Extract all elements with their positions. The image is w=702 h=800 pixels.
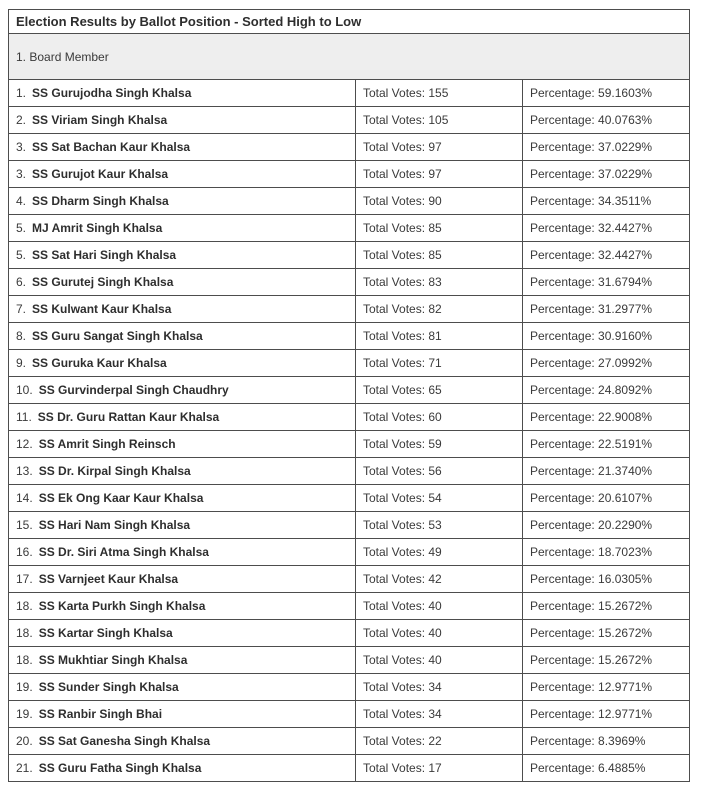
rank-label: 5. — [16, 248, 27, 262]
percentage-cell: Percentage: 6.4885% — [523, 755, 690, 782]
rank-label: 6. — [16, 275, 27, 289]
total-votes-cell: Total Votes: 71 — [356, 350, 523, 377]
percentage-cell: Percentage: 37.0229% — [523, 161, 690, 188]
percentage-cell: Percentage: 34.3511% — [523, 188, 690, 215]
candidate-cell — [9, 566, 356, 593]
result-row — [9, 593, 690, 620]
total-votes-cell: Total Votes: 53 — [356, 512, 523, 539]
percentage-cell: Percentage: 31.6794% — [523, 269, 690, 296]
total-votes-cell: Total Votes: 90 — [356, 188, 523, 215]
result-row — [9, 485, 690, 512]
rank-label: 19. — [16, 707, 33, 721]
total-votes-cell: Total Votes: 22 — [356, 728, 523, 755]
election-results-table — [8, 9, 690, 782]
total-votes-cell: Total Votes: 65 — [356, 377, 523, 404]
candidate-cell — [9, 701, 356, 728]
result-row — [9, 134, 690, 161]
rank-label: 18. — [16, 653, 33, 667]
result-row — [9, 215, 690, 242]
candidate-cell — [9, 485, 356, 512]
candidate-name: SS Sat Ganesha Singh Khalsa — [38, 734, 211, 748]
candidate-cell — [9, 728, 356, 755]
result-row — [9, 728, 690, 755]
rank-label: 5. — [16, 221, 27, 235]
total-votes-cell: Total Votes: 155 — [356, 80, 523, 107]
percentage-cell: Percentage: 12.9771% — [523, 701, 690, 728]
result-row — [9, 674, 690, 701]
total-votes-cell: Total Votes: 56 — [356, 458, 523, 485]
candidate-cell — [9, 107, 356, 134]
candidate-name: SS Gurujot Kaur Khalsa — [32, 167, 169, 181]
total-votes-cell: Total Votes: 54 — [356, 485, 523, 512]
percentage-cell: Percentage: 22.9008% — [523, 404, 690, 431]
candidate-cell — [9, 242, 356, 269]
candidate-cell — [9, 269, 356, 296]
table-title: Election Results by Ballot Position - Sorted High to Low — [9, 10, 690, 34]
result-row — [9, 755, 690, 782]
total-votes-cell: Total Votes: 34 — [356, 674, 523, 701]
result-row — [9, 80, 690, 107]
rank-label: 8. — [16, 329, 27, 343]
candidate-name: SS Dr. Guru Rattan Kaur Khalsa — [37, 410, 220, 424]
candidate-name: SS Dr. Kirpal Singh Khalsa — [38, 464, 191, 478]
result-row — [9, 431, 690, 458]
result-row — [9, 188, 690, 215]
result-row — [9, 566, 690, 593]
total-votes-cell: Total Votes: 105 — [356, 107, 523, 134]
candidate-cell — [9, 512, 356, 539]
rank-label: 11. — [16, 410, 32, 424]
total-votes-cell: Total Votes: 40 — [356, 620, 523, 647]
result-row — [9, 296, 690, 323]
result-row — [9, 647, 690, 674]
result-row — [9, 620, 690, 647]
candidate-name: SS Kulwant Kaur Khalsa — [32, 302, 172, 316]
candidate-name: SS Ek Ong Kaar Kaur Khalsa — [38, 491, 204, 505]
candidate-cell — [9, 755, 356, 782]
rank-label: 7. — [16, 302, 27, 316]
total-votes-cell: Total Votes: 97 — [356, 161, 523, 188]
percentage-cell: Percentage: 27.0992% — [523, 350, 690, 377]
total-votes-cell: Total Votes: 40 — [356, 647, 523, 674]
candidate-name: SS Amrit Singh Reinsch — [38, 437, 176, 451]
candidate-name: SS Guru Fatha Singh Khalsa — [38, 761, 202, 775]
percentage-cell: Percentage: 18.7023% — [523, 539, 690, 566]
candidate-name: SS Kartar Singh Khalsa — [38, 626, 173, 640]
candidate-name: SS Gurujodha Singh Khalsa — [32, 86, 192, 100]
candidate-name: SS Dharm Singh Khalsa — [32, 194, 169, 208]
candidate-cell — [9, 161, 356, 188]
rank-label: 18. — [16, 626, 33, 640]
total-votes-cell: Total Votes: 34 — [356, 701, 523, 728]
rank-label: 1. — [16, 86, 27, 100]
total-votes-cell: Total Votes: 60 — [356, 404, 523, 431]
total-votes-cell: Total Votes: 97 — [356, 134, 523, 161]
total-votes-cell: Total Votes: 83 — [356, 269, 523, 296]
result-row — [9, 404, 690, 431]
candidate-cell — [9, 134, 356, 161]
total-votes-cell: Total Votes: 40 — [356, 593, 523, 620]
total-votes-cell: Total Votes: 49 — [356, 539, 523, 566]
candidate-name: SS Ranbir Singh Bhai — [38, 707, 163, 721]
result-row — [9, 539, 690, 566]
result-row — [9, 701, 690, 728]
percentage-cell: Percentage: 15.2672% — [523, 620, 690, 647]
section-header-row — [9, 34, 690, 80]
result-row — [9, 107, 690, 134]
candidate-name: SS Guru Sangat Singh Khalsa — [32, 329, 203, 343]
rank-label: 9. — [16, 356, 27, 370]
section-header: 1. Board Member — [9, 34, 690, 80]
total-votes-cell: Total Votes: 59 — [356, 431, 523, 458]
result-row — [9, 512, 690, 539]
candidate-cell — [9, 674, 356, 701]
total-votes-cell: Total Votes: 82 — [356, 296, 523, 323]
candidate-name: SS Hari Nam Singh Khalsa — [38, 518, 191, 532]
candidate-cell — [9, 350, 356, 377]
candidate-name: MJ Amrit Singh Khalsa — [32, 221, 163, 235]
candidate-cell — [9, 188, 356, 215]
candidate-cell — [9, 377, 356, 404]
rank-label: 21. — [16, 761, 33, 775]
rank-label: 4. — [16, 194, 27, 208]
percentage-cell: Percentage: 20.2290% — [523, 512, 690, 539]
percentage-cell: Percentage: 21.3740% — [523, 458, 690, 485]
result-row — [9, 323, 690, 350]
total-votes-cell: Total Votes: 85 — [356, 242, 523, 269]
candidate-name: SS Guruka Kaur Khalsa — [32, 356, 167, 370]
result-row — [9, 242, 690, 269]
rank-label: 12. — [16, 437, 33, 451]
candidate-cell — [9, 296, 356, 323]
rank-label: 15. — [16, 518, 33, 532]
result-row — [9, 458, 690, 485]
candidate-name: SS Karta Purkh Singh Khalsa — [38, 599, 206, 613]
candidate-name: SS Viriam Singh Khalsa — [32, 113, 168, 127]
result-row — [9, 161, 690, 188]
result-row — [9, 269, 690, 296]
rank-label: 18. — [16, 599, 33, 613]
rank-label: 10. — [16, 383, 33, 397]
total-votes-cell: Total Votes: 81 — [356, 323, 523, 350]
candidate-name: SS Sat Hari Singh Khalsa — [32, 248, 177, 262]
rank-label: 2. — [16, 113, 27, 127]
percentage-cell: Percentage: 31.2977% — [523, 296, 690, 323]
percentage-cell: Percentage: 16.0305% — [523, 566, 690, 593]
candidate-cell — [9, 620, 356, 647]
rank-label: 3. — [16, 140, 27, 154]
result-row — [9, 377, 690, 404]
percentage-cell: Percentage: 15.2672% — [523, 593, 690, 620]
rank-label: 17. — [16, 572, 33, 586]
candidate-cell — [9, 431, 356, 458]
percentage-cell: Percentage: 24.8092% — [523, 377, 690, 404]
candidate-name: SS Gurvinderpal Singh Chaudhry — [38, 383, 229, 397]
percentage-cell: Percentage: 20.6107% — [523, 485, 690, 512]
candidate-name: SS Sat Bachan Kaur Khalsa — [32, 140, 191, 154]
percentage-cell: Percentage: 37.0229% — [523, 134, 690, 161]
percentage-cell: Percentage: 32.4427% — [523, 215, 690, 242]
result-row — [9, 350, 690, 377]
percentage-cell: Percentage: 15.2672% — [523, 647, 690, 674]
percentage-cell: Percentage: 32.4427% — [523, 242, 690, 269]
percentage-cell: Percentage: 12.9771% — [523, 674, 690, 701]
rank-label: 16. — [16, 545, 33, 559]
percentage-cell: Percentage: 59.1603% — [523, 80, 690, 107]
total-votes-cell: Total Votes: 42 — [356, 566, 523, 593]
candidate-cell — [9, 215, 356, 242]
candidate-name: SS Gurutej Singh Khalsa — [32, 275, 174, 289]
percentage-cell: Percentage: 40.0763% — [523, 107, 690, 134]
candidate-cell — [9, 404, 356, 431]
rank-label: 19. — [16, 680, 33, 694]
candidate-name: SS Varnjeet Kaur Khalsa — [38, 572, 179, 586]
candidate-cell — [9, 323, 356, 350]
percentage-cell: Percentage: 8.3969% — [523, 728, 690, 755]
candidate-cell — [9, 458, 356, 485]
rank-label: 13. — [16, 464, 33, 478]
candidate-name: SS Mukhtiar Singh Khalsa — [38, 653, 188, 667]
candidate-cell — [9, 647, 356, 674]
rank-label: 20. — [16, 734, 33, 748]
candidate-cell — [9, 593, 356, 620]
percentage-cell: Percentage: 30.9160% — [523, 323, 690, 350]
percentage-cell: Percentage: 22.5191% — [523, 431, 690, 458]
table-title-row — [9, 10, 690, 34]
candidate-cell — [9, 80, 356, 107]
candidate-cell — [9, 539, 356, 566]
rank-label: 14. — [16, 491, 33, 505]
total-votes-cell: Total Votes: 85 — [356, 215, 523, 242]
rank-label: 3. — [16, 167, 27, 181]
total-votes-cell: Total Votes: 17 — [356, 755, 523, 782]
candidate-name: SS Sunder Singh Khalsa — [38, 680, 179, 694]
candidate-name: SS Dr. Siri Atma Singh Khalsa — [38, 545, 209, 559]
